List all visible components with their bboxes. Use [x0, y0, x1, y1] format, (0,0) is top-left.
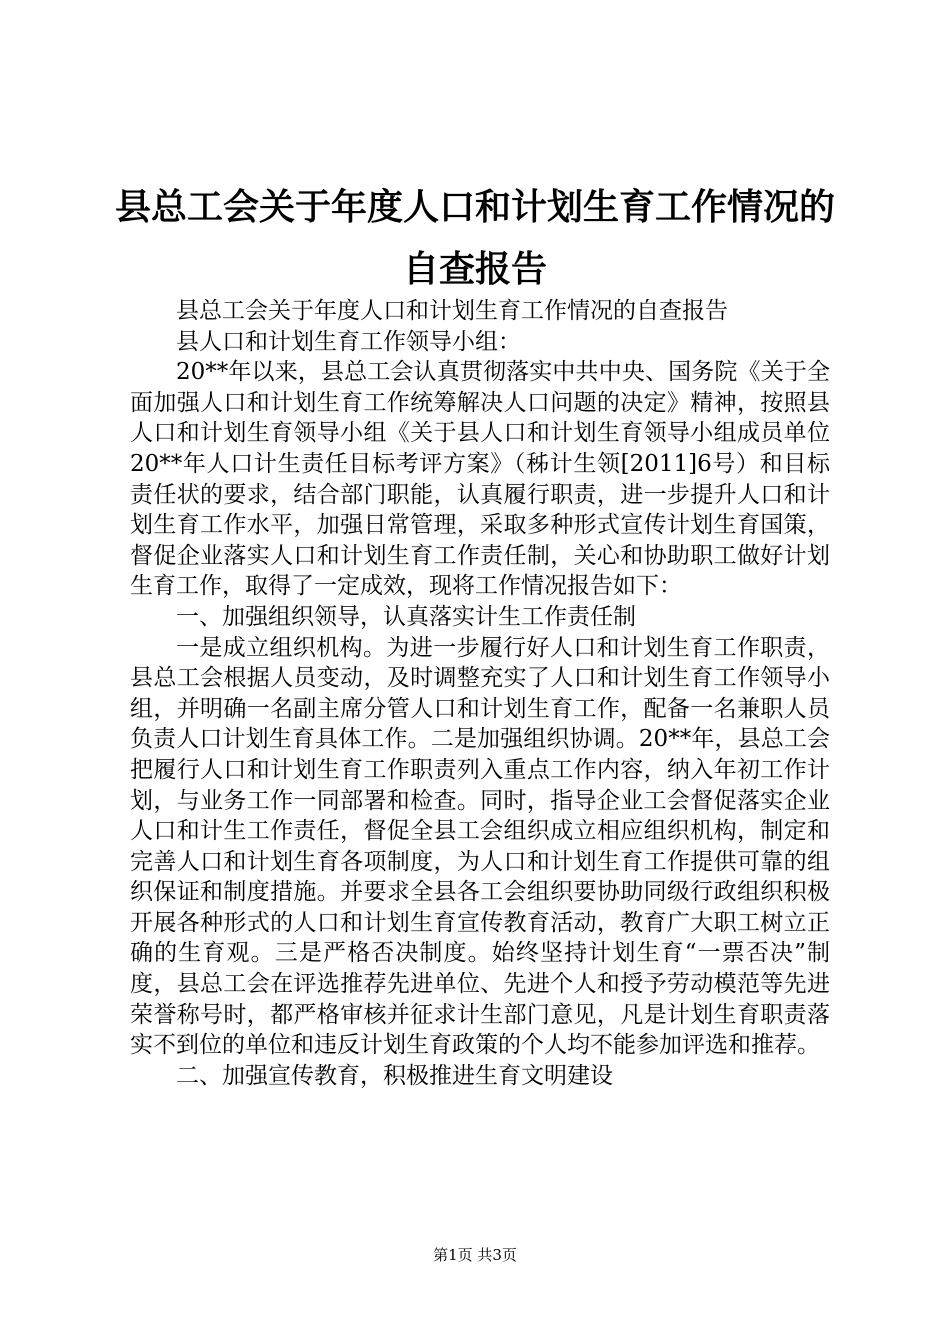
section-heading-2: 二、加强宣传教育，积极推进生育文明建设 — [176, 1062, 613, 1089]
page-number-footer: 第1页 共3页 — [433, 1246, 517, 1264]
intro-paragraph: 20**年以来，县总工会认真贯彻落实中共中央、国务院《关于全面加强人口和计划生育工作统筹解决人口问题的决定》精神，按照县人口和计划生育领导小组《关于县人口和计划生育领导小组成员单位20**年人口计生责任目标考评方案》（秭计生领[2011]6号）和目标责任状的要求，结合部门职能，认真履行职责，进一步提升人口和计划生育工作水平，加强日常管理，采取多种形式宣传计划生育国策，督促企业落实人口和计划生育工作责任制，关心和协助职工做好计划生育工作，取得了一定成效，现将工作情况报告如下： — [130, 359, 830, 600]
document-title-line-1: 县总工会关于年度人口和计划生育工作情况的 — [114, 187, 835, 228]
section-1-paragraph: 一是成立组织机构。为进一步履行好人口和计划生育工作职责，县总工会根据人员变动，及时调整充实了人口和计划生育工作领导小组，并明确一名副主席分管人口和计划生育工作，配备一名兼职人员负责人口计划生育具体工作。二是加强组织协调。20**年，县总工会把履行人口和计划生育工作职责列入重点工作内容，纳入年初工作计划，与业务工作一同部署和检查。同时，指导企业工会督促落实企业人口和计生工作责任，督促全县工会组织成立相应组织机构，制定和完善人口和计划生育各项制度，为人口和计划生育工作提供可靠的组织保证和制度措施。并要求全县各工会组织要协助同级行政组织积极开展各种形式的人口和计划生育宣传教育活动，教育广大职工树立正确的生育观。三是严格否决制度。始终坚持计划生育“一票否决”制度，县总工会在评选推荐先进单位、先进个人和授予劳动模范等先进荣誉称号时，都严格审核并征求计生部门意见，凡是计划生育职责落实不到位的单位和违反计划生育政策的个人均不能参加评选和推荐。 — [130, 634, 830, 1059]
body-subtitle: 县总工会关于年度人口和计划生育工作情况的自查报告 — [176, 298, 728, 324]
section-heading-1: 一、加强组织领导，认真落实计生工作责任制 — [176, 603, 636, 630]
document-body — [130, 296, 830, 1091]
document-title-line-2: 自查报告 — [402, 249, 547, 290]
salutation: 县人口和计划生育工作领导小组： — [176, 328, 521, 355]
